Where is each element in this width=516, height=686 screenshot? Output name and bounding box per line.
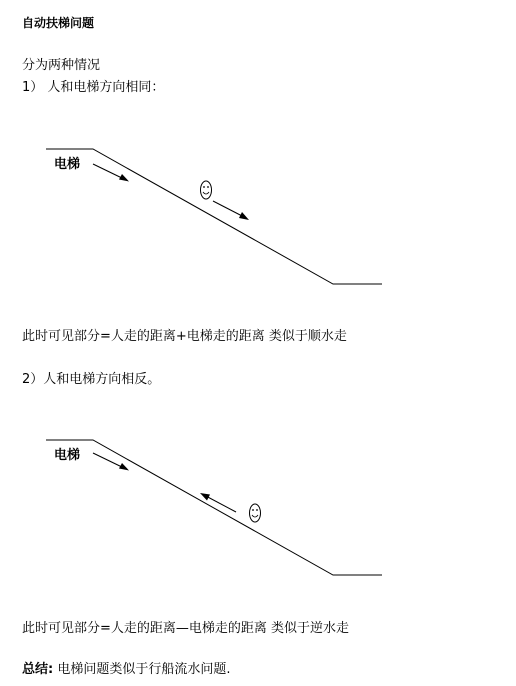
case2-conclusion: 此时可见部分=人走的距离—电梯走的距离 类似于逆水走 [22,621,350,636]
case1-heading: 1） 人和电梯方向相同： [22,80,165,95]
summary-label: 总结: [22,662,54,677]
person-direction-arrow-icon [200,493,236,512]
summary-text: 电梯问题类似于行船流水问题. [53,662,231,677]
intro-text: 分为两种情况 [22,58,101,73]
person-smiley-icon [250,504,261,522]
case1-conclusion: 此时可见部分=人走的距离+电梯走的距离 类似于顺水走 [22,329,347,344]
case2-heading: 2）人和电梯方向相反。 [22,372,161,387]
escalator-label: 电梯 [54,448,81,463]
escalator-label: 电梯 [54,157,81,172]
page-title: 自动扶梯问题 [22,16,95,30]
escalator-outline [46,440,382,575]
escalator-direction-arrow-icon [93,453,129,471]
summary-line [22,662,230,678]
